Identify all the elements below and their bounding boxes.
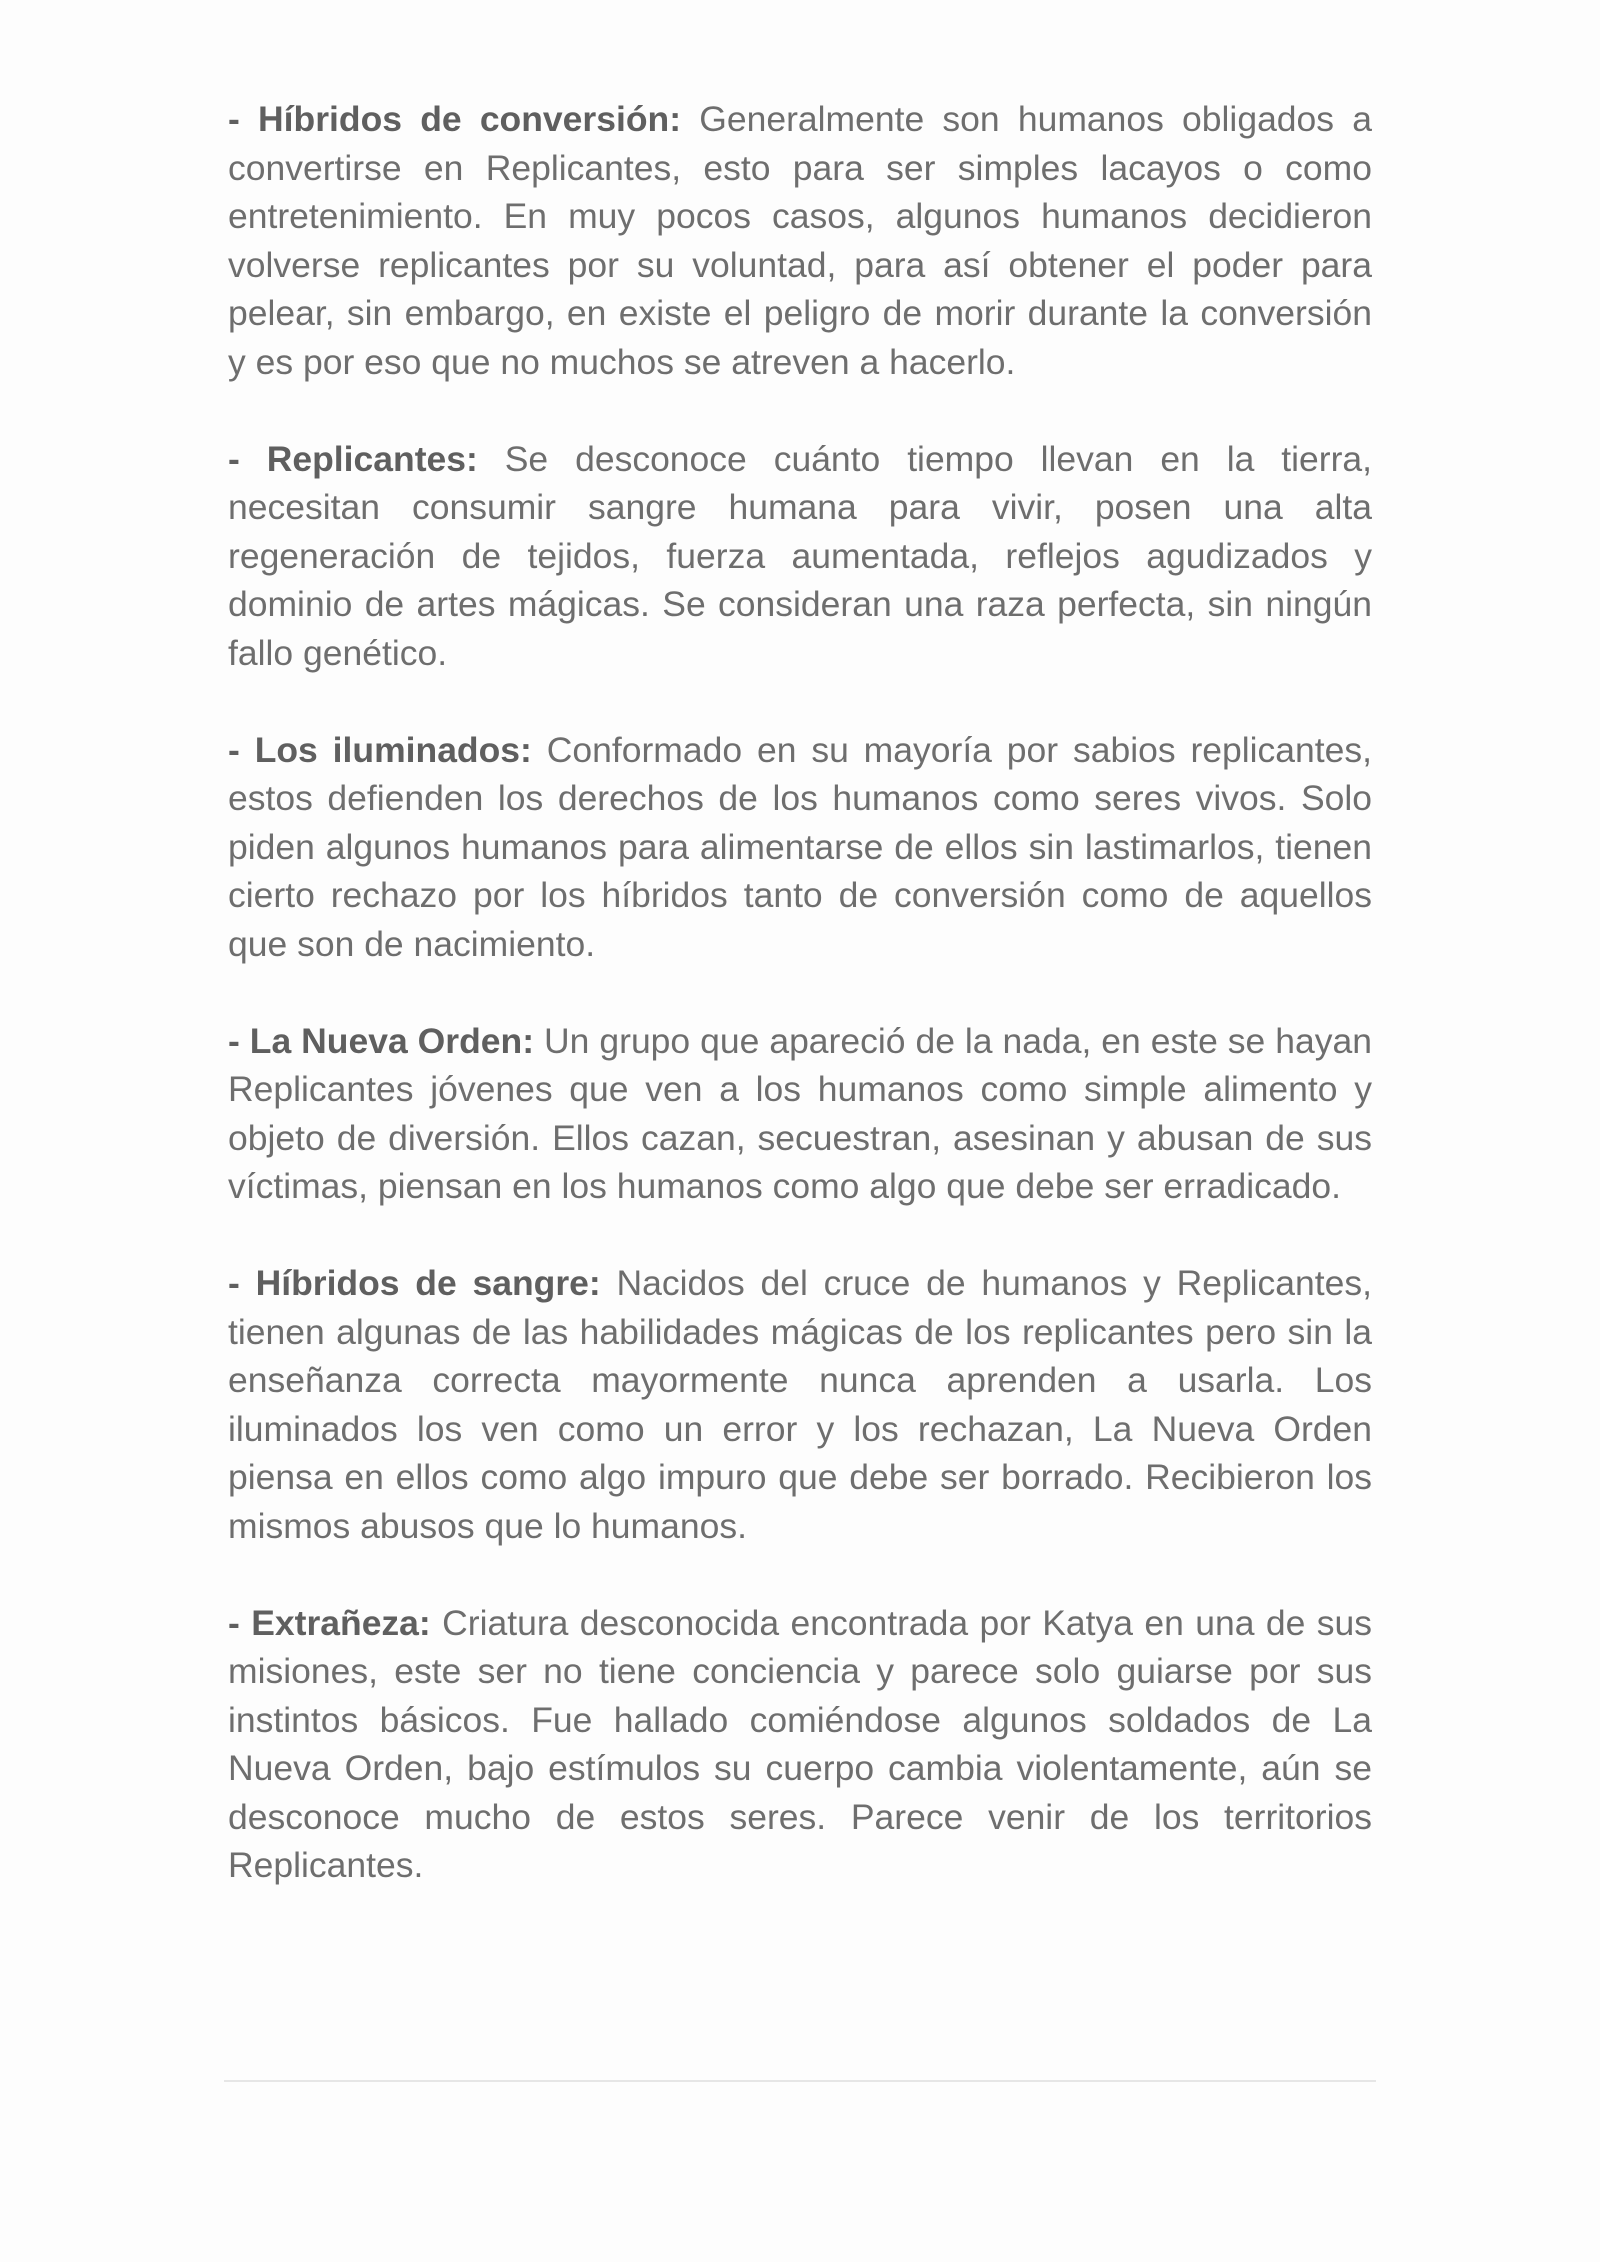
entry-hibridos-sangre (228, 1259, 1372, 1550)
entry-text: Se desconoce cuánto tiempo llevan en la tierra, necesitan consumir sangre humana para vivir, posen una alta regeneración de tejidos, fuerza aumentada, reflejos agudizados y dominio de artes mágicas. Se consideran una raza perfecta, sin ningún fallo genético. (228, 438, 1372, 673)
document-body (228, 95, 1372, 1938)
entry-term: - Extrañeza: (228, 1602, 431, 1643)
entry-text: Criatura desconocida encontrada por Katya en una de sus misiones, este ser no tiene conciencia y parece solo guiarse por sus instintos básicos. Fue hallado comiéndose algunos soldados de La Nueva Orden, bajo estímulos su cuerpo cambia violentamente, aún se desconoce mucho de estos seres. Parece venir de los territorios Replicantes. (228, 1602, 1372, 1885)
entry-replicantes (228, 435, 1372, 678)
entry-term: - Los iluminados: (228, 729, 532, 770)
entry-text: Conformado en su mayoría por sabios replicantes, estos defienden los derechos de los humanos como seres vivos. Solo piden algunos humanos para alimentarse de ellos sin lastimarlos, tienen cierto rechazo por los híbridos tanto de conversión como de aquellos que son de nacimiento. (228, 729, 1372, 964)
entry-text: Generalmente son humanos obligados a convertirse en Replicantes, esto para ser simples lacayos o como entretenimiento. En muy pocos casos, algunos humanos decidieron volverse replicantes por su voluntad, para así obtener el poder para pelear, sin embargo, en existe el peligro de morir durante la conversión y es por eso que no muchos se atreven a hacerlo. (228, 99, 1372, 382)
entry-term: - La Nueva Orden: (228, 1020, 535, 1061)
entry-text: Nacidos del cruce de humanos y Replicantes, tienen algunas de las habilidades mágicas de los replicantes pero sin la enseñanza correcta mayormente nunca aprenden a usarla. Los iluminados los ven como un error y los rechazan, La Nueva Orden piensa en ellos como algo impuro que debe ser borrado. Recibieron los mismos abusos que lo humanos. (228, 1263, 1372, 1546)
footer-divider (224, 2080, 1376, 2082)
entry-term: - Replicantes: (228, 438, 478, 479)
entry-hibridos-conversion (228, 95, 1372, 386)
entry-los-iluminados (228, 726, 1372, 969)
entry-extraneza (228, 1599, 1372, 1890)
entry-text: Un grupo que apareció de la nada, en este se hayan Replicantes jóvenes que ven a los humanos como simple alimento y objeto de diversión. Ellos cazan, secuestran, asesinan y abusan de sus víctimas, piensan en los humanos como algo que debe ser erradicado. (228, 1020, 1372, 1206)
entry-la-nueva-orden (228, 1017, 1372, 1211)
entry-term: - Híbridos de conversión: (228, 99, 682, 139)
entry-term: - Híbridos de sangre: (228, 1263, 601, 1303)
